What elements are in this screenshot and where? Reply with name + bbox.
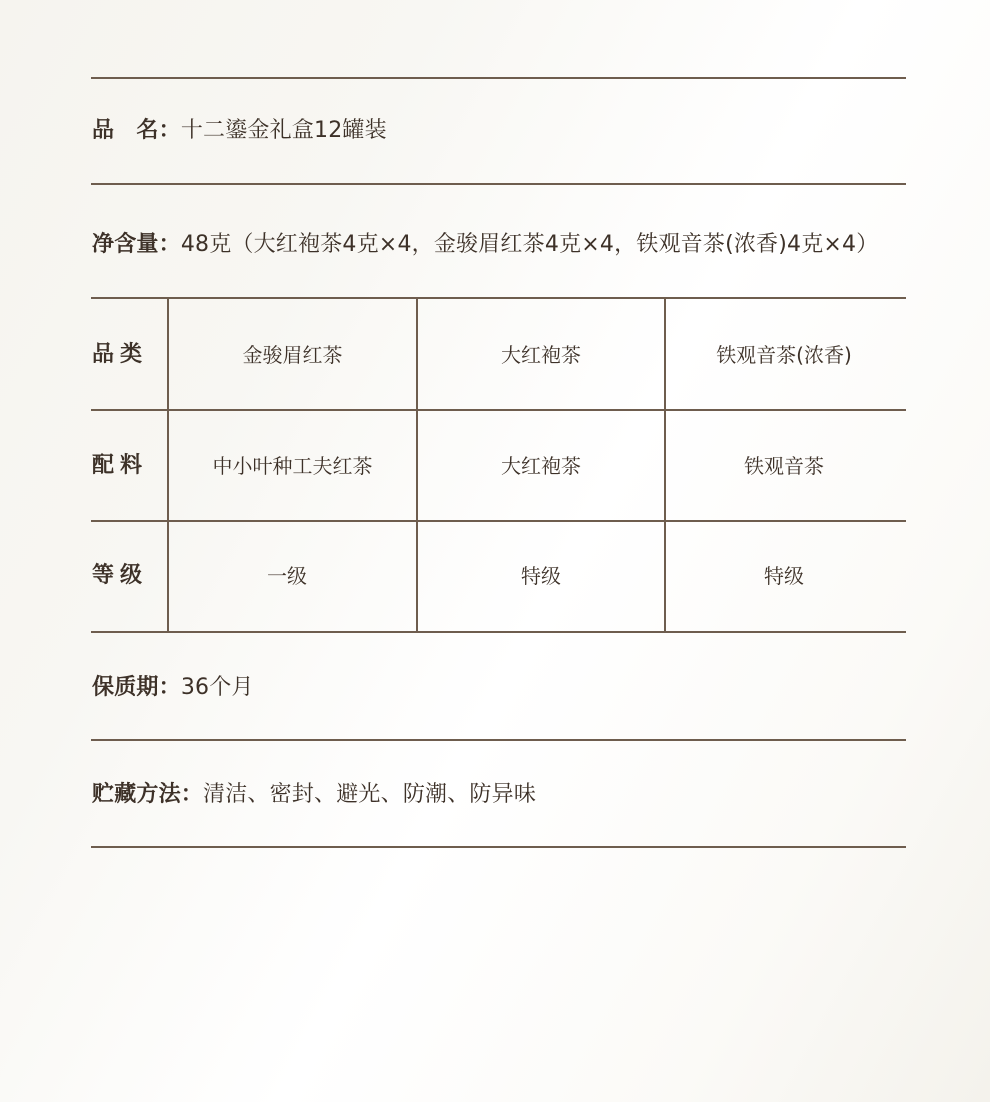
table-cell: 大红袍茶 [501, 343, 581, 367]
divider-after-shelf-life [91, 739, 906, 741]
storage-value: 清洁、密封、避光、防潮、防异味 [203, 782, 537, 807]
table-cell: 中小叶种工夫红茶 [212, 454, 373, 478]
divider-top [91, 77, 906, 79]
shelf-life-row [92, 673, 254, 703]
table-row-header-grade: 等级 [92, 563, 149, 588]
table-row-divider-1 [91, 409, 906, 411]
net-content-row [92, 230, 878, 260]
table-cell: 一级 [267, 564, 307, 588]
table-cell: 大红袍茶 [501, 454, 581, 478]
storage-row [92, 780, 536, 810]
storage-label: 贮藏方法： [92, 782, 204, 807]
product-name-value: 十二鎏金礼盒12罐装 [180, 118, 387, 143]
divider-bottom [91, 846, 906, 848]
net-content-value: 48克（大红袍茶4克×4，金骏眉红茶4克×4，铁观音茶(浓香)4克×4） [180, 232, 879, 257]
table-row-header-ingredients: 配料 [92, 453, 149, 478]
table-cell: 特级 [764, 564, 804, 588]
product-name-label: 品 名： [92, 118, 181, 143]
shelf-life-value: 36个月 [180, 675, 254, 700]
divider-after-name [91, 183, 906, 185]
table-bottom-border [91, 631, 906, 633]
product-name-row [92, 116, 387, 146]
table-cell: 铁观音茶 [744, 454, 824, 478]
table-cell: 特级 [521, 564, 561, 588]
shelf-life-label: 保质期： [92, 675, 181, 700]
table-cell: 铁观音茶(浓香) [716, 343, 852, 367]
table-top-border [91, 297, 906, 299]
table-row-header-category: 品类 [92, 342, 149, 367]
table-cell: 金骏眉红茶 [242, 343, 343, 367]
table-row-divider-2 [91, 520, 906, 522]
net-content-label: 净含量： [92, 232, 181, 257]
